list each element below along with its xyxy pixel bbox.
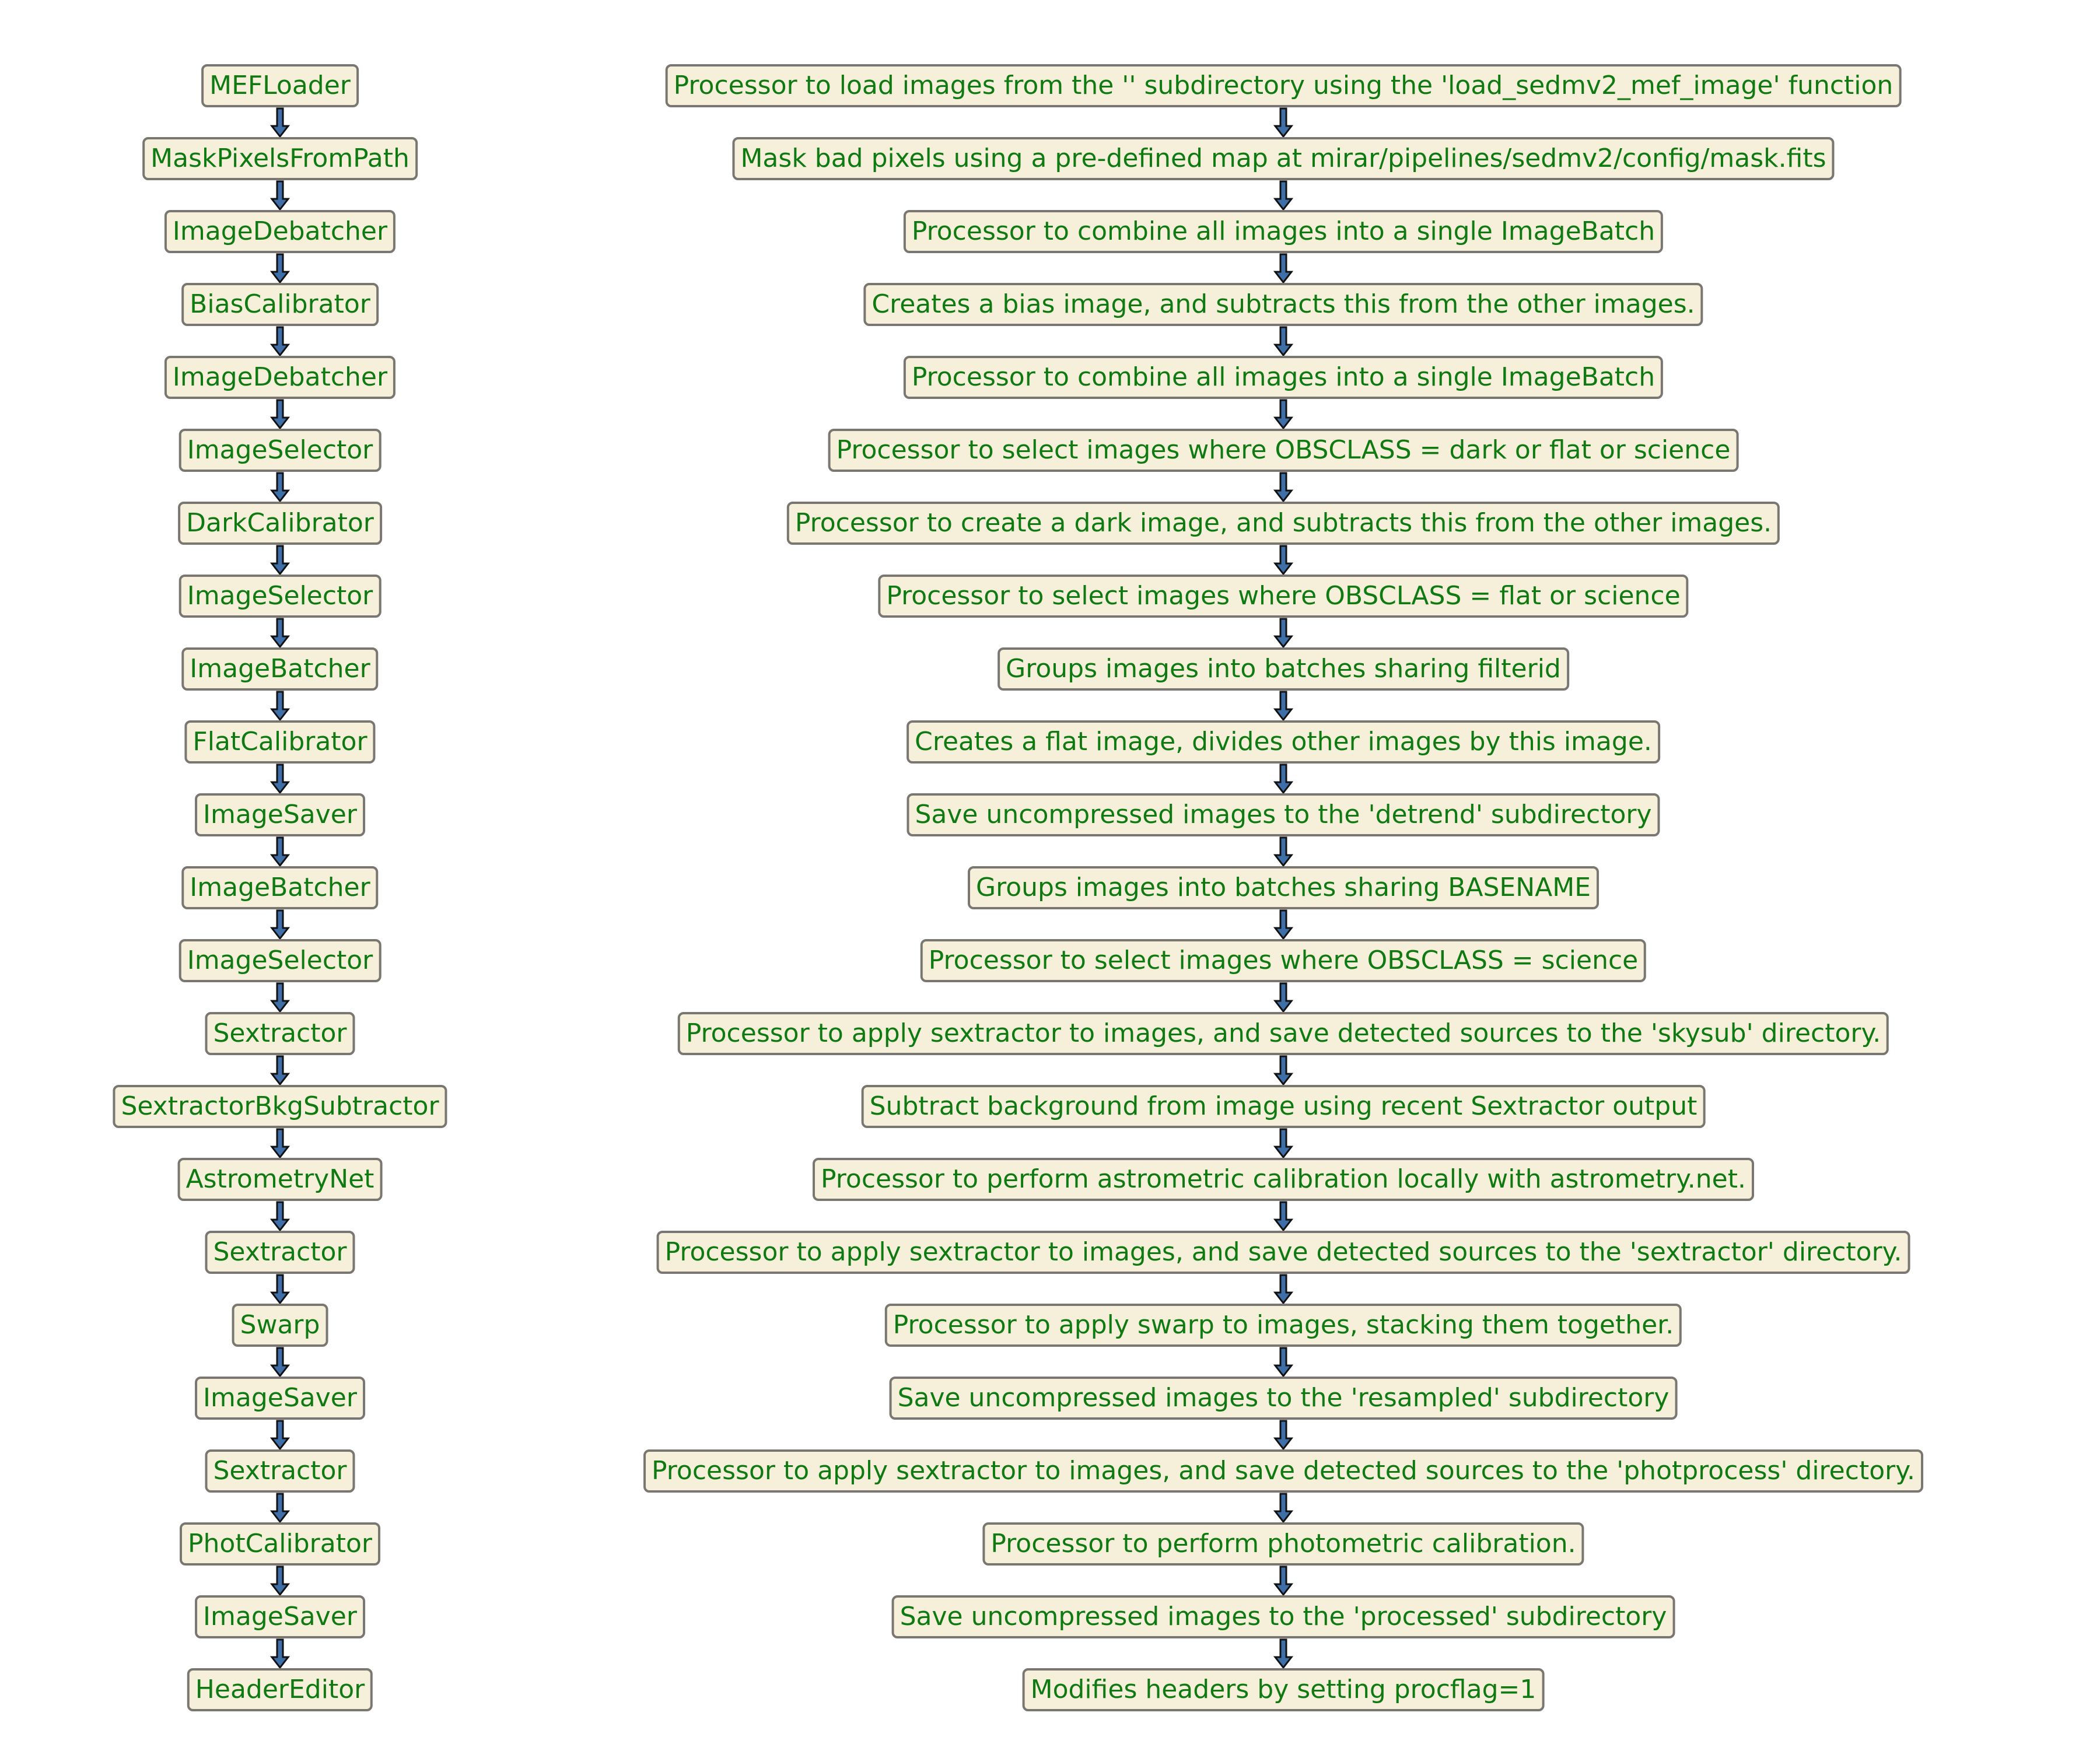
processor-name-box: AstrometryNet [178,1158,383,1201]
processor-description-box: Creates a bias image, and subtracts this from the other images. [863,283,1703,326]
processor-description-box: Processor to perform astrometric calibration locally with astrometry.net. [813,1158,1754,1201]
processor-name-box: Sextractor [205,1231,355,1274]
flow-arrow-icon [1273,1493,1293,1523]
flow-arrow-icon [1273,1566,1293,1596]
flow-arrow-icon [270,836,290,867]
flow-arrow-icon [270,1638,290,1669]
flow-arrow-icon [270,107,290,138]
processor-description-box: Groups images into batches sharing BASENAME [968,866,1599,909]
processor-name-box: MaskPixelsFromPath [142,137,418,180]
processor-description-box: Save uncompressed images to the 'resampled' subdirectory [890,1377,1678,1420]
processor-name-box: PhotCalibrator [180,1522,380,1566]
processor-name-box: ImageDebatcher [164,356,396,399]
processor-description-column [630,0,1937,1758]
flow-arrow-icon [270,909,290,940]
processor-description-box: Processor to select images where OBSCLASS = flat or science [878,575,1688,618]
flow-arrow-icon [1273,253,1293,283]
flow-arrow-icon [1273,764,1293,794]
processor-description-box: Processor to apply swarp to images, stacking them together. [885,1304,1682,1347]
processor-name-box: FlatCalibrator [184,720,375,764]
flow-arrow-icon [1273,1055,1293,1085]
processor-description-box: Save uncompressed images to the 'detrend' subdirectory [907,793,1660,836]
flow-arrow-icon [1273,1201,1293,1231]
flow-arrow-icon [270,545,290,575]
processor-name-column [58,0,502,1758]
processor-description-box: Save uncompressed images to the 'processed' subdirectory [892,1595,1675,1638]
flow-arrow-icon [270,982,290,1013]
processor-name-box: ImageSaver [195,1595,365,1638]
processor-name-box: ImageSelector [179,939,382,982]
processor-name-box: ImageBatcher [181,647,378,691]
processor-name-box: ImageSelector [179,575,382,618]
flow-arrow-icon [1273,1128,1293,1158]
flow-arrow-icon [1273,545,1293,575]
flow-arrow-icon [270,691,290,721]
flow-arrow-icon [1273,1347,1293,1377]
processor-description-box: Processor to combine all images into a single ImageBatch [904,210,1663,253]
flow-arrow-icon [1273,1420,1293,1450]
processor-name-box: Sextractor [205,1012,355,1055]
processor-name-box: SextractorBkgSubtractor [113,1085,447,1128]
flow-arrow-icon [270,1274,290,1304]
processor-name-box: ImageDebatcher [164,210,396,253]
flow-arrow-icon [1273,1274,1293,1304]
processor-description-box: Processor to apply sextractor to images, and save detected sources to the 'skysub' directory. [678,1012,1889,1055]
processor-name-box: ImageSelector [179,429,382,472]
flow-arrow-icon [270,764,290,794]
processor-description-box: Modifies headers by setting procflag=1 [1023,1668,1545,1711]
processor-description-box: Processor to select images where OBSCLASS = dark or flat or science [828,429,1739,472]
flow-arrow-icon [270,618,290,648]
processor-name-box: ImageSaver [195,793,365,836]
flow-arrow-icon [270,1055,290,1085]
processor-name-box: Sextractor [205,1449,355,1493]
flow-arrow-icon [270,253,290,283]
processor-description-box: Processor to apply sextractor to images, and save detected sources to the 'photprocess' directory. [643,1449,1923,1493]
processor-description-box: Processor to apply sextractor to images, and save detected sources to the 'sextractor' directory. [657,1231,1910,1274]
processor-name-box: DarkCalibrator [178,502,382,545]
processor-name-box: ImageBatcher [181,866,378,909]
flow-arrow-icon [1273,107,1293,138]
processor-description-box: Processor to select images where OBSCLASS = science [921,939,1646,982]
flow-arrow-icon [270,399,290,429]
processor-description-box: Processor to perform photometric calibration. [982,1522,1584,1566]
flow-arrow-icon [1273,399,1293,429]
flow-arrow-icon [1273,618,1293,648]
processor-description-box: Processor to create a dark image, and subtracts this from the other images. [787,502,1780,545]
flow-arrow-icon [270,1201,290,1231]
flow-arrow-icon [270,1420,290,1450]
flow-arrow-icon [270,180,290,211]
flow-arrow-icon [270,1566,290,1596]
processor-name-box: MEFLoader [201,64,359,107]
flow-arrow-icon [1273,982,1293,1013]
processor-description-box: Mask bad pixels using a pre-defined map at mirar/pipelines/sedmv2/config/mask.fits [732,137,1834,180]
flow-arrow-icon [1273,909,1293,940]
flow-arrow-icon [1273,326,1293,356]
processor-name-box: HeaderEditor [187,1668,373,1711]
flow-arrow-icon [270,1493,290,1523]
processor-name-box: ImageSaver [195,1377,365,1420]
processor-description-box: Creates a flat image, divides other images by this image. [907,720,1660,764]
flow-arrow-icon [1273,691,1293,721]
processor-name-box: BiasCalibrator [181,283,379,326]
flow-arrow-icon [270,326,290,356]
flow-arrow-icon [1273,836,1293,867]
flow-arrow-icon [1273,1638,1293,1669]
processor-name-box: Swarp [232,1304,328,1347]
processor-description-box: Processor to load images from the '' subdirectory using the 'load_sedmv2_mef_image' function [666,64,1902,107]
processor-description-box: Subtract background from image using recent Sextractor output [862,1085,1706,1128]
flow-arrow-icon [270,1128,290,1158]
flow-arrow-icon [1273,180,1293,211]
processor-description-box: Processor to combine all images into a single ImageBatch [904,356,1663,399]
flow-arrow-icon [270,1347,290,1377]
flow-arrow-icon [1273,472,1293,502]
processor-description-box: Groups images into batches sharing filterid [998,647,1569,691]
flow-arrow-icon [270,472,290,502]
